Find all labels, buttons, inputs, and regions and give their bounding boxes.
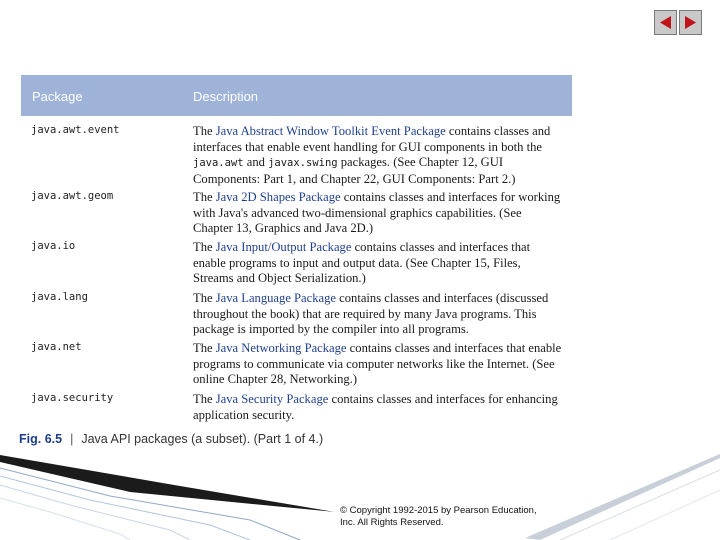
desc-text: The — [193, 190, 216, 204]
desc-text: contains classes and interfaces for working with Java's advanced two-dimensional graphics capabilities. (See Chapter 13, Graphics and Java 2D.) — [193, 190, 561, 235]
desc-text: contains classes and interfaces that enable event handling for GUI components in both the — [193, 124, 551, 154]
desc-text: contains classes and interfaces for enhancing application security. — [193, 392, 558, 422]
package-name: java.io — [31, 240, 76, 252]
figure-label: Fig. 6.5 — [19, 432, 63, 446]
package-name: java.awt.event — [31, 124, 120, 136]
package-name: java.lang — [31, 291, 88, 303]
header-package: Package — [32, 89, 83, 104]
desc-text: The — [193, 392, 216, 406]
desc-text: contains classes and interfaces (discussed throughout the book) that are required by many Java programs. This package is imported by the compiler into all programs. — [193, 291, 549, 336]
caption-separator: | — [70, 432, 74, 446]
desc-text: The — [193, 240, 216, 254]
desc-text: The — [193, 291, 216, 305]
copyright-notice: © Copyright 1992-2015 by Pearson Education, Inc. All Rights Reserved. — [340, 505, 537, 528]
package-title: Java Input/Output Package — [215, 240, 352, 254]
package-title: Java Networking Package — [215, 341, 347, 355]
package-title: Java 2D Shapes Package — [215, 190, 341, 204]
desc-text: and — [243, 155, 269, 169]
desc-text: contains classes and interfaces that enable programs to communicate via computer networks like the Internet. (See online Chapter 28, Networking.) — [193, 341, 562, 386]
package-title: Java Language Package — [215, 291, 337, 305]
package-title: Java Security Package — [215, 392, 329, 406]
code-text: javax.swing — [268, 157, 338, 169]
package-title: Java Abstract Window Toolkit Event Package — [215, 124, 446, 138]
caption-text: Java API packages (a subset). (Part 1 of 4.) — [81, 432, 324, 446]
desc-text: contains classes and interfaces that enable programs to input and output data. (See Chapter 15, Files, Streams and Object Serialization.) — [193, 240, 531, 285]
desc-text: The — [193, 341, 216, 355]
package-name: java.awt.geom — [31, 190, 114, 202]
package-name: java.net — [31, 341, 82, 353]
package-name: java.security — [31, 392, 114, 404]
header-description: Description — [193, 89, 259, 104]
code-text: java.awt — [193, 157, 244, 169]
desc-text: packages. (See Chapter 12, GUI Components: Part 1, and Chapter 22, GUI Components: Part 2.) — [193, 155, 516, 186]
desc-text: The — [193, 124, 216, 138]
